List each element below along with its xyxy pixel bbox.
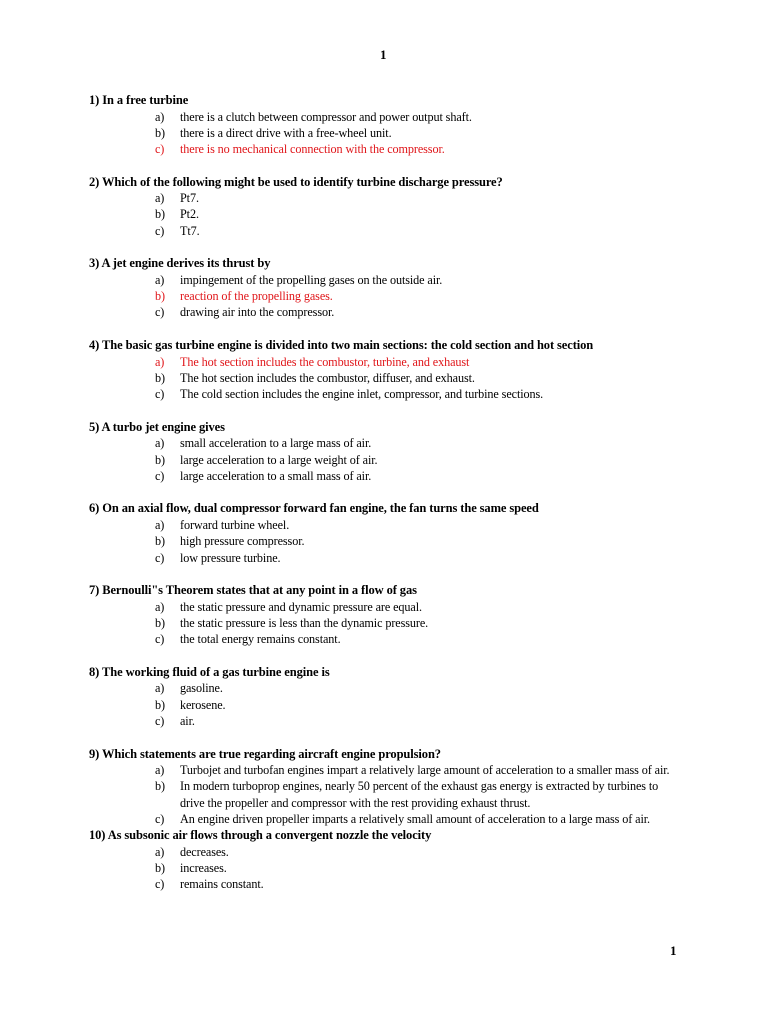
answer-option-correct bbox=[0, 354, 768, 370]
option-label: a) bbox=[155, 436, 165, 451]
quiz-list bbox=[0, 92, 768, 893]
option-label: c) bbox=[155, 550, 165, 565]
answer-option bbox=[0, 762, 768, 778]
question-spacer bbox=[0, 729, 768, 745]
answer-option bbox=[0, 680, 768, 696]
question-spacer bbox=[0, 157, 768, 173]
answer-options bbox=[0, 844, 768, 893]
option-label: c) bbox=[155, 713, 165, 728]
question-spacer bbox=[0, 402, 768, 418]
answer-option bbox=[0, 272, 768, 288]
question-2 bbox=[0, 174, 768, 256]
option-label: b) bbox=[155, 125, 165, 140]
question-text: 10) As subsonic air flows through a convergent nozzle the velocity bbox=[89, 828, 432, 843]
option-text: The hot section includes the combustor, turbine, and exhaust bbox=[180, 354, 470, 369]
answer-option bbox=[0, 876, 768, 892]
answer-option bbox=[0, 206, 768, 222]
answer-option-correct bbox=[0, 288, 768, 304]
option-text: there is a direct drive with a free-wheel unit. bbox=[180, 125, 392, 140]
option-label: c) bbox=[155, 632, 165, 647]
option-text: Turbojet and turbofan engines impart a relatively large amount of acceleration to a smaller mass of air. bbox=[180, 763, 670, 777]
question-text: 8) The working fluid of a gas turbine engine is bbox=[89, 664, 330, 679]
answer-options bbox=[0, 762, 768, 827]
option-text: the static pressure and dynamic pressure are equal. bbox=[180, 599, 422, 614]
answer-options bbox=[0, 680, 768, 729]
answer-option bbox=[0, 370, 768, 386]
option-label: a) bbox=[155, 844, 165, 859]
answer-option bbox=[0, 631, 768, 647]
question-text: 5) A turbo jet engine gives bbox=[89, 419, 225, 434]
question-6 bbox=[0, 500, 768, 582]
option-text: air. bbox=[180, 713, 195, 728]
answer-options bbox=[0, 190, 768, 239]
question-spacer bbox=[0, 321, 768, 337]
answer-options bbox=[0, 109, 768, 158]
question-spacer bbox=[0, 566, 768, 582]
option-label: c) bbox=[155, 305, 165, 320]
option-text: Pt7. bbox=[180, 191, 199, 206]
option-text: there is no mechanical connection with the compressor. bbox=[180, 142, 445, 157]
option-text: decreases. bbox=[180, 844, 229, 859]
option-text: forward turbine wheel. bbox=[180, 517, 290, 532]
answer-options bbox=[0, 272, 768, 321]
option-label: c) bbox=[155, 877, 165, 892]
answer-option bbox=[0, 452, 768, 468]
option-text: kerosene. bbox=[180, 697, 226, 712]
option-text: An engine driven propeller imparts a relatively small amount of acceleration to a large mass of air. bbox=[180, 811, 650, 826]
option-label: c) bbox=[155, 223, 165, 238]
answer-option bbox=[0, 386, 768, 402]
option-label: a) bbox=[155, 517, 165, 532]
answer-option bbox=[0, 844, 768, 860]
option-text: the static pressure is less than the dynamic pressure. bbox=[180, 615, 429, 630]
answer-option bbox=[0, 811, 768, 827]
answer-option bbox=[0, 125, 768, 141]
option-label: a) bbox=[155, 763, 165, 777]
option-label: c) bbox=[155, 811, 165, 826]
answer-option bbox=[0, 778, 768, 811]
answer-option-correct bbox=[0, 141, 768, 157]
answer-options bbox=[0, 517, 768, 566]
question-text: 4) The basic gas turbine engine is divided into two main sections: the cold section and hot section bbox=[89, 338, 594, 353]
option-label: b) bbox=[155, 860, 165, 875]
option-text: small acceleration to a large mass of air. bbox=[180, 436, 372, 451]
option-label: b) bbox=[155, 207, 165, 222]
answer-option bbox=[0, 190, 768, 206]
option-text: impingement of the propelling gases on the outside air. bbox=[180, 272, 443, 287]
question-8 bbox=[0, 664, 768, 746]
option-label: b) bbox=[155, 534, 165, 549]
answer-option bbox=[0, 304, 768, 320]
option-text: there is a clutch between compressor and power output shaft. bbox=[180, 109, 472, 124]
option-label: b) bbox=[155, 779, 165, 794]
question-spacer bbox=[0, 648, 768, 664]
answer-option bbox=[0, 533, 768, 549]
answer-option bbox=[0, 697, 768, 713]
answer-option bbox=[0, 435, 768, 451]
question-4 bbox=[0, 337, 768, 419]
option-text: the total energy remains constant. bbox=[180, 632, 341, 647]
page-number-bottom: 1 bbox=[670, 943, 677, 958]
option-text: increases. bbox=[180, 860, 227, 875]
option-label: c) bbox=[155, 387, 165, 402]
question-5 bbox=[0, 419, 768, 501]
option-label: a) bbox=[155, 681, 165, 696]
option-text: gasoline. bbox=[180, 681, 223, 696]
option-label: a) bbox=[155, 354, 165, 369]
option-label: a) bbox=[155, 272, 165, 287]
question-7 bbox=[0, 582, 768, 664]
question-text: 2) Which of the following might be used to identify turbine discharge pressure? bbox=[89, 174, 503, 189]
question-9 bbox=[0, 746, 768, 828]
option-text: Pt2. bbox=[180, 207, 199, 222]
question-1 bbox=[0, 92, 768, 174]
option-text: remains constant. bbox=[180, 877, 264, 892]
answer-option bbox=[0, 550, 768, 566]
question-text: 7) Bernoulli"s Theorem states that at any point in a flow of gas bbox=[89, 583, 417, 598]
option-text: low pressure turbine. bbox=[180, 550, 281, 565]
option-label: b) bbox=[155, 289, 165, 304]
question-3 bbox=[0, 255, 768, 337]
option-label: b) bbox=[155, 452, 165, 467]
answer-options bbox=[0, 599, 768, 648]
question-spacer bbox=[0, 484, 768, 500]
question-10 bbox=[0, 827, 768, 892]
option-label: a) bbox=[155, 191, 165, 206]
option-label: b) bbox=[155, 615, 165, 630]
option-label: a) bbox=[155, 599, 165, 614]
answer-options bbox=[0, 354, 768, 403]
answer-option bbox=[0, 713, 768, 729]
answer-option bbox=[0, 468, 768, 484]
option-label: c) bbox=[155, 142, 165, 157]
answer-option bbox=[0, 615, 768, 631]
option-text: high pressure compressor. bbox=[180, 534, 305, 549]
answer-option bbox=[0, 223, 768, 239]
option-label: b) bbox=[155, 370, 165, 385]
option-label: c) bbox=[155, 468, 165, 483]
question-spacer bbox=[0, 239, 768, 255]
question-text: 6) On an axial flow, dual compressor forward fan engine, the fan turns the same speed bbox=[89, 501, 539, 516]
answer-option bbox=[0, 599, 768, 615]
option-label: b) bbox=[155, 697, 165, 712]
option-text: large acceleration to a large weight of air. bbox=[180, 452, 378, 467]
question-text: 3) A jet engine derives its thrust by bbox=[89, 256, 271, 271]
question-text: 9) Which statements are true regarding aircraft engine propulsion? bbox=[89, 746, 441, 761]
answer-option bbox=[0, 109, 768, 125]
option-text: Tt7. bbox=[180, 223, 200, 238]
option-label: a) bbox=[155, 109, 165, 124]
answer-option bbox=[0, 517, 768, 533]
option-text: In modern turboprop engines, nearly 50 percent of the exhaust gas energy is extracted by turbines to drive the propeller and compressor with the rest providing exhaust thrust. bbox=[180, 779, 659, 810]
answer-option bbox=[0, 860, 768, 876]
question-text: 1) In a free turbine bbox=[89, 93, 189, 107]
option-text: The cold section includes the engine inlet, compressor, and turbine sections. bbox=[180, 387, 544, 402]
answer-options bbox=[0, 435, 768, 484]
page-number-top: 1 bbox=[380, 47, 387, 62]
option-text: The hot section includes the combustor, diffuser, and exhaust. bbox=[180, 370, 475, 385]
option-text: drawing air into the compressor. bbox=[180, 305, 335, 320]
option-text: large acceleration to a small mass of air. bbox=[180, 468, 372, 483]
option-text: reaction of the propelling gases. bbox=[180, 289, 333, 304]
